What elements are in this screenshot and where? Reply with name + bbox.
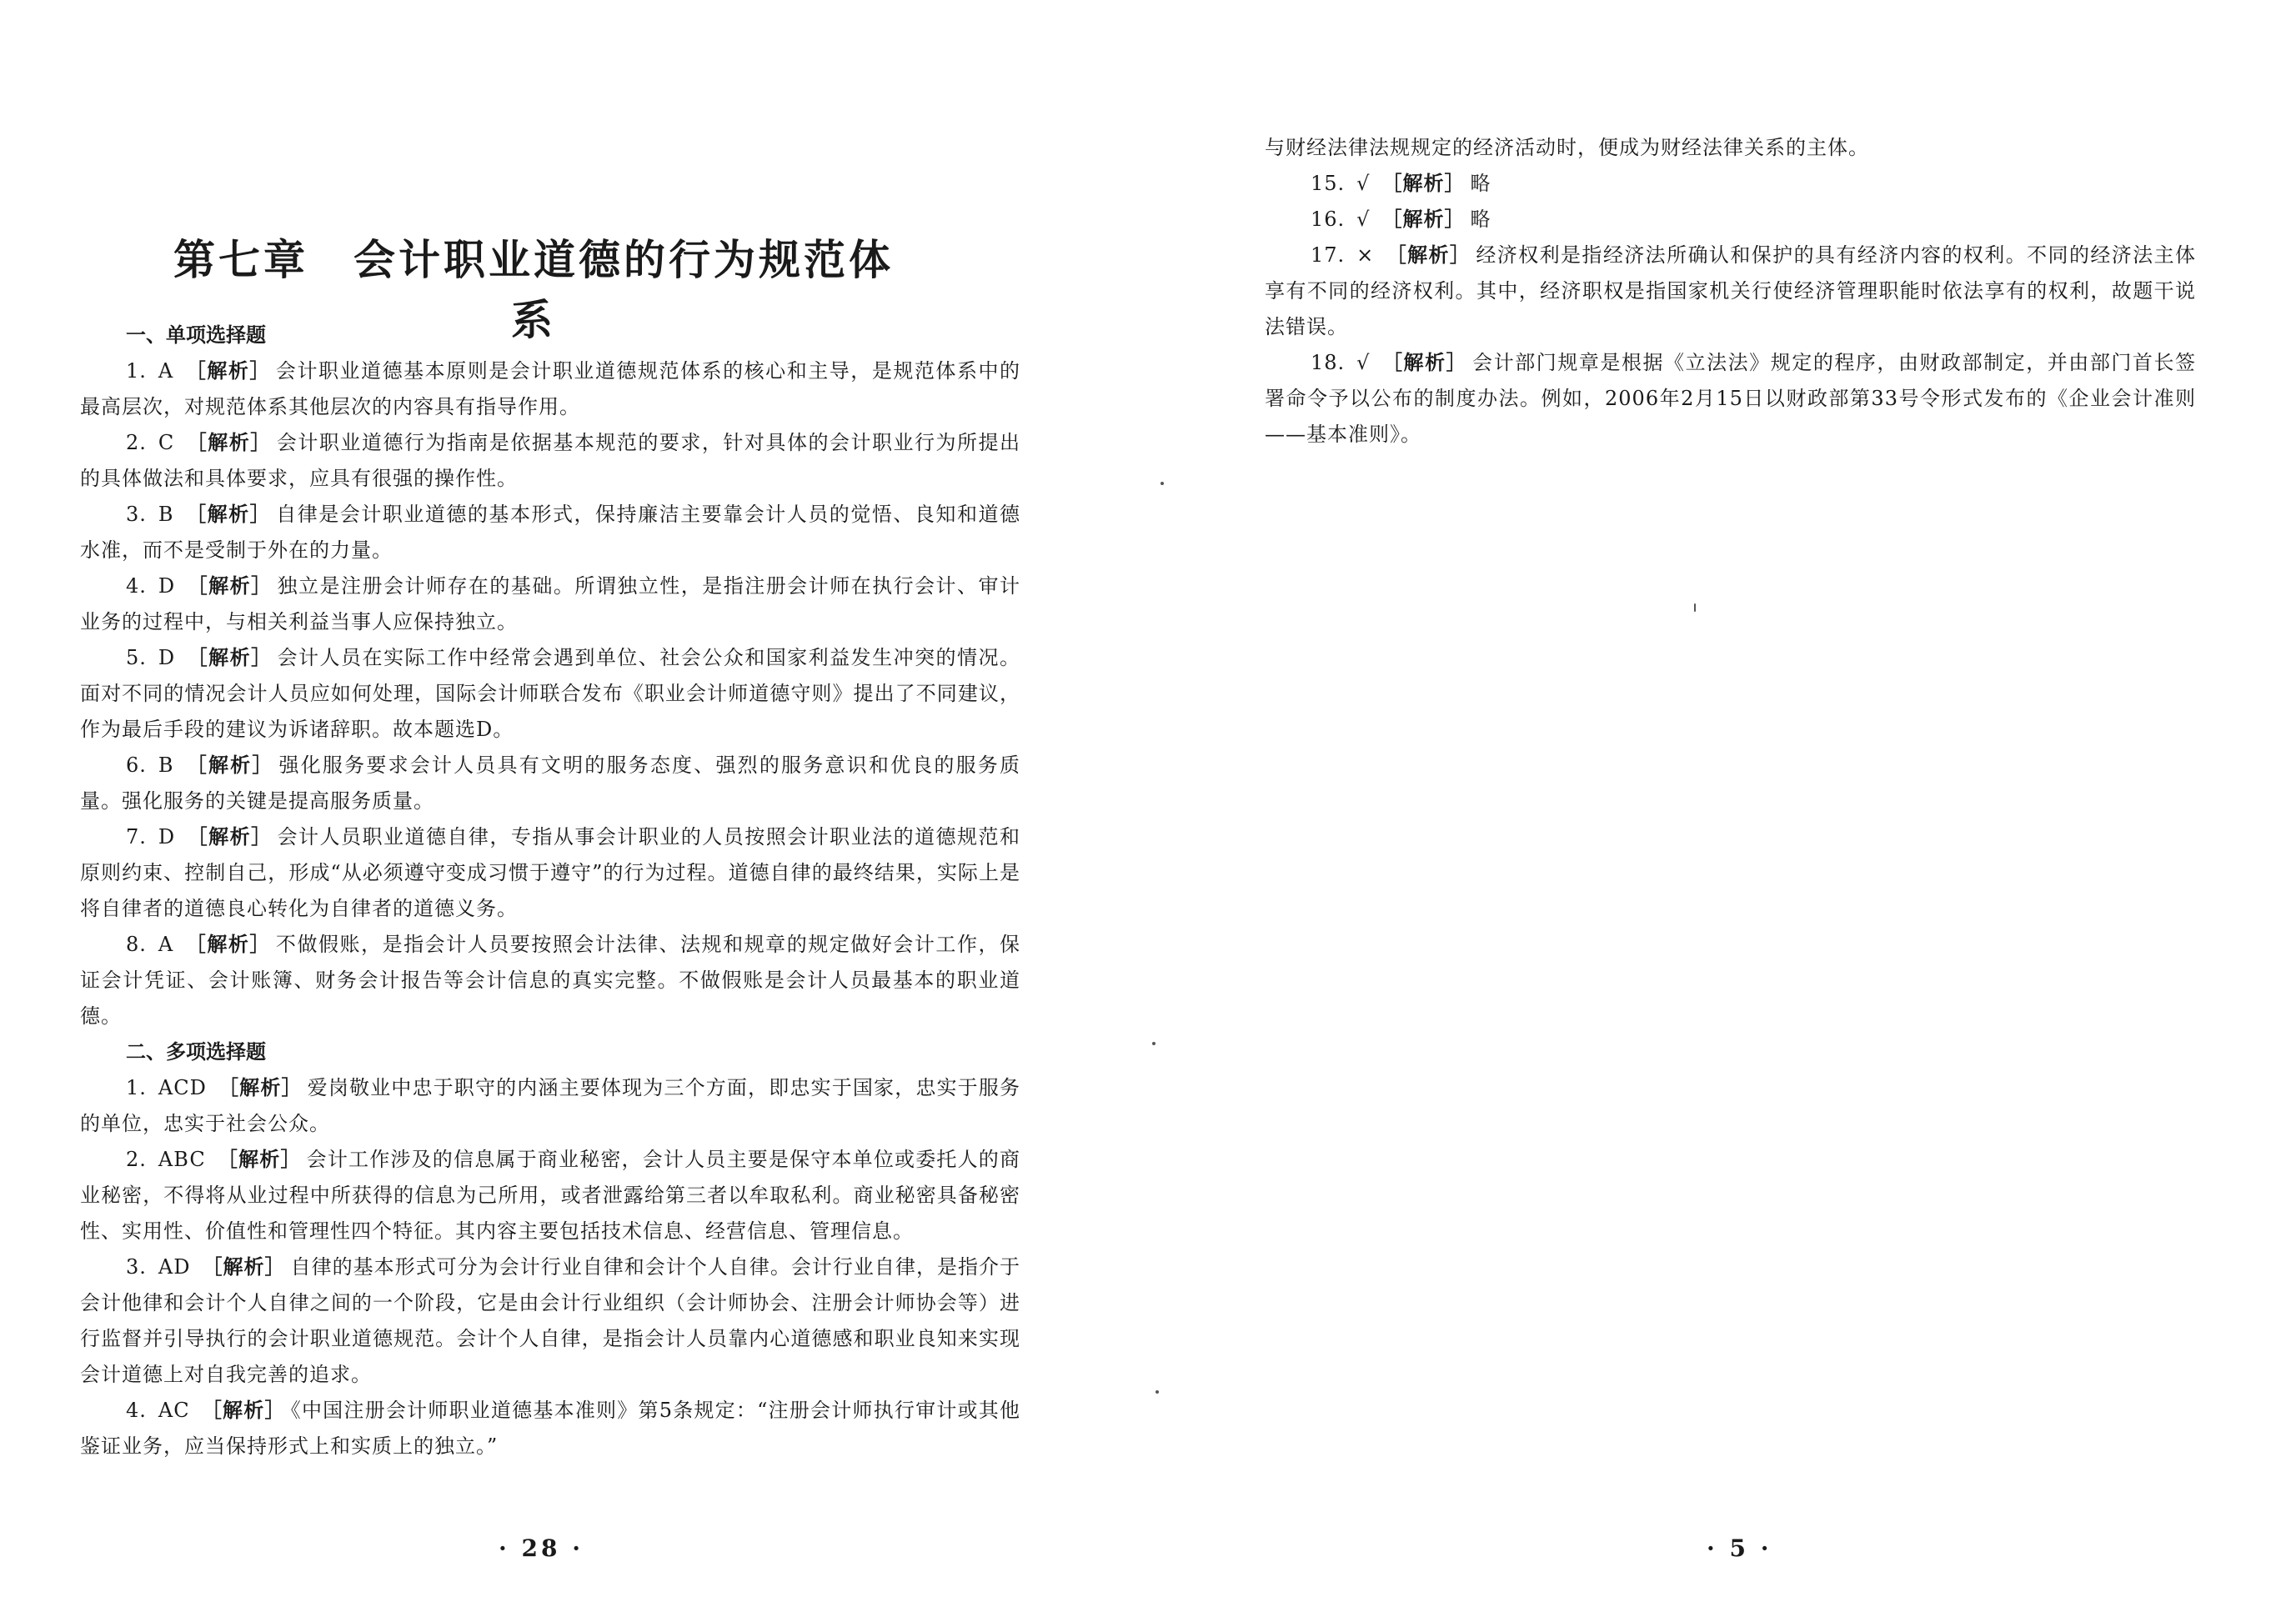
analysis-text: 略 [1470, 208, 1491, 231]
analysis-text: 自律是会计职业道德的基本形式，保持廉洁主要靠会计人员的觉悟、良知和道德水准，而不是受制于外在的力量。 [80, 503, 1021, 562]
answer-key: C [158, 431, 175, 454]
question-number: 1. [126, 1076, 147, 1099]
question-number: 2. [126, 431, 147, 454]
analysis-text: 经济权利是指经济法所确认和保护的具有经济内容的权利。不同的经济法主体享有不同的经济权利。其中，经济职权是指国家机关行使经济管理职能时依法享有的权利，故题干说法错误。 [1265, 243, 2197, 338]
analysis-text: 会计人员在实际工作中经常会遇到单位、社会公众和国家利益发生冲突的情况。面对不同的情况会计人员应如何处理，国际会计师联合发布《职业会计师道德守则》提出了不同建议，作为最后手段的建议为诉诸辞职。故本题选D。 [80, 646, 1021, 741]
answer-key: ABC [158, 1148, 206, 1171]
right-page-number: · 5 · [1707, 1534, 1772, 1562]
answer-key: A [158, 933, 174, 956]
left-page-body [80, 318, 1020, 1464]
answer-item [1265, 238, 2196, 345]
answer-item [80, 568, 1020, 640]
question-number: 3. [126, 503, 147, 526]
answer-item [80, 819, 1020, 927]
analysis-tag: ［解析］ [201, 1399, 286, 1422]
answer-key: √ [1356, 172, 1371, 195]
question-number: 5. [126, 646, 147, 669]
question-number: 7. [126, 825, 147, 849]
answer-item [80, 1142, 1020, 1249]
answer-item [80, 353, 1020, 425]
analysis-text: 会计人员职业道德自律，专指从事会计职业的人员按照会计职业法的道德规范和原则约束、控制自己，形成“从必须遵守变成习惯于遵守”的行为过程。道德自律的最终结果，实际上是将自律者的道德良心转化为自律者的道德义务。 [80, 825, 1021, 920]
right-page [1148, 0, 2296, 1622]
answer-item [80, 1393, 1020, 1464]
question-number: 4. [126, 1399, 147, 1422]
answer-key: D [158, 825, 176, 849]
scan-speck [1694, 603, 1696, 612]
question-number: 17. [1311, 243, 1346, 267]
analysis-tag: ［解析］ [187, 825, 273, 849]
answer-item [1265, 166, 2196, 202]
continuation-paragraph: 与财经法律法规规定的经济活动时，便成为财经法律关系的主体。 [1265, 136, 1869, 159]
answer-key: D [158, 574, 176, 598]
answer-item [80, 927, 1020, 1034]
analysis-text: 《中国注册会计师职业道德基本准则》第5条规定：“注册会计师执行审计或其他鉴证业务，应当保持形式上和实质上的独立。” [80, 1399, 1020, 1458]
answer-key: A [158, 359, 174, 383]
answer-item [80, 1249, 1020, 1393]
question-number: 15. [1311, 172, 1346, 195]
analysis-text: 不做假账，是指会计人员要按照会计法律、法规和规章的规定做好会计工作，保证会计凭证、会计账簿、财务会计报告等会计信息的真实完整。不做假账是会计人员最基本的职业道德。 [80, 933, 1021, 1028]
analysis-text: 会计工作涉及的信息属于商业秘密，会计人员主要是保守本单位或委托人的商业秘密，不得将从业过程中所获得的信息为己所用，或者泄露给第三者以牟取私利。商业秘密具备秘密性、实用性、价值性和管理性四个特征。其内容主要包括技术信息、经营信息、管理信息。 [80, 1148, 1021, 1243]
analysis-tag: ［解析］ [185, 753, 274, 777]
analysis-tag: ［解析］ [187, 646, 273, 669]
question-number: 1. [126, 359, 147, 383]
answer-key: ACD [158, 1076, 207, 1099]
answer-item [1265, 345, 2196, 453]
analysis-tag: ［解析］ [186, 431, 272, 454]
question-number: 8. [126, 933, 147, 956]
analysis-text: 自律的基本形式可分为会计行业自律和会计个人自律。会计行业自律，是指介于会计他律和会计个人自律之间的一个阶段，它是由会计行业组织（会计师协会、注册会计师协会等）进行监督并引导执行的会计职业道德规范。会计个人自律，是指会计人员靠内心道德感和职业良知来实现会计道德上对自我完善的追求。 [80, 1255, 1021, 1386]
analysis-text: 会计职业道德行为指南是依据基本规范的要求，针对具体的会计职业行为所提出的具体做法和具体要求，应具有很强的操作性。 [80, 431, 1021, 490]
analysis-text: 强化服务要求会计人员具有文明的服务态度、强烈的服务意识和优良的服务质量。强化服务的关键是提高服务质量。 [80, 753, 1021, 813]
answer-key: AC [158, 1399, 190, 1422]
left-page-number: · 28 · [499, 1534, 584, 1562]
answer-key: D [158, 646, 176, 669]
analysis-tag: ［解析］ [1381, 208, 1466, 231]
right-page-body [1265, 130, 2196, 453]
question-number: 18. [1311, 351, 1346, 374]
answer-item [80, 748, 1020, 819]
analysis-tag: ［解析］ [217, 1148, 302, 1171]
analysis-text: 会计部门规章是根据《立法法》规定的程序，由财政部制定，并由部门首长签署命令予以公布的制度办法。例如，2006年2月15日以财政部第33号令形式发布的《企业会计准则——基本准则》。 [1265, 351, 2196, 446]
question-number: 16. [1311, 208, 1346, 231]
answer-key: × [1356, 243, 1375, 267]
answer-key: √ [1356, 351, 1371, 374]
analysis-tag: ［解析］ [187, 574, 273, 598]
question-number: 4. [126, 574, 147, 598]
question-number: 2. [126, 1148, 147, 1171]
analysis-tag: ［解析］ [218, 1076, 303, 1099]
answer-key: √ [1356, 208, 1371, 231]
answer-key: B [158, 753, 174, 777]
answer-key: AD [158, 1255, 191, 1279]
analysis-text: 略 [1470, 172, 1491, 195]
analysis-tag: ［解析］ [202, 1255, 286, 1279]
analysis-tag: ［解析］ [1381, 351, 1468, 374]
answer-item [80, 425, 1020, 497]
scan-speck [1161, 482, 1164, 485]
scan-speck [1156, 1390, 1159, 1394]
question-number: 6. [126, 753, 147, 777]
answer-item [1265, 202, 2196, 238]
analysis-text: 独立是注册会计师存在的基础。所谓独立性，是指注册会计师在执行会计、审计业务的过程中，与相关利益当事人应保持独立。 [80, 574, 1021, 633]
analysis-tag: ［解析］ [1381, 172, 1466, 195]
analysis-tag: ［解析］ [185, 359, 271, 383]
answer-item [80, 497, 1020, 568]
answer-item [80, 640, 1020, 748]
analysis-text: 会计职业道德基本原则是会计职业道德规范体系的核心和主导，是规范体系中的最高层次，对规范体系其他层次的内容具有指导作用。 [80, 359, 1021, 418]
scan-speck [1152, 1042, 1156, 1045]
analysis-tag: ［解析］ [185, 933, 271, 956]
question-number: 3. [126, 1255, 147, 1279]
analysis-tag: ［解析］ [1386, 243, 1471, 267]
answer-key: B [158, 503, 174, 526]
answer-item [80, 1070, 1020, 1142]
section-heading: 二、多项选择题 [126, 1040, 266, 1064]
section-heading: 一、单项选择题 [126, 323, 266, 347]
analysis-tag: ［解析］ [185, 503, 272, 526]
analysis-text: 爱岗敬业中忠于职守的内涵主要体现为三个方面，即忠实于国家，忠实于服务的单位，忠实于社会公众。 [80, 1076, 1020, 1135]
chapter-title: 第七章 会计职业道德的行为规范体系 [173, 235, 894, 344]
